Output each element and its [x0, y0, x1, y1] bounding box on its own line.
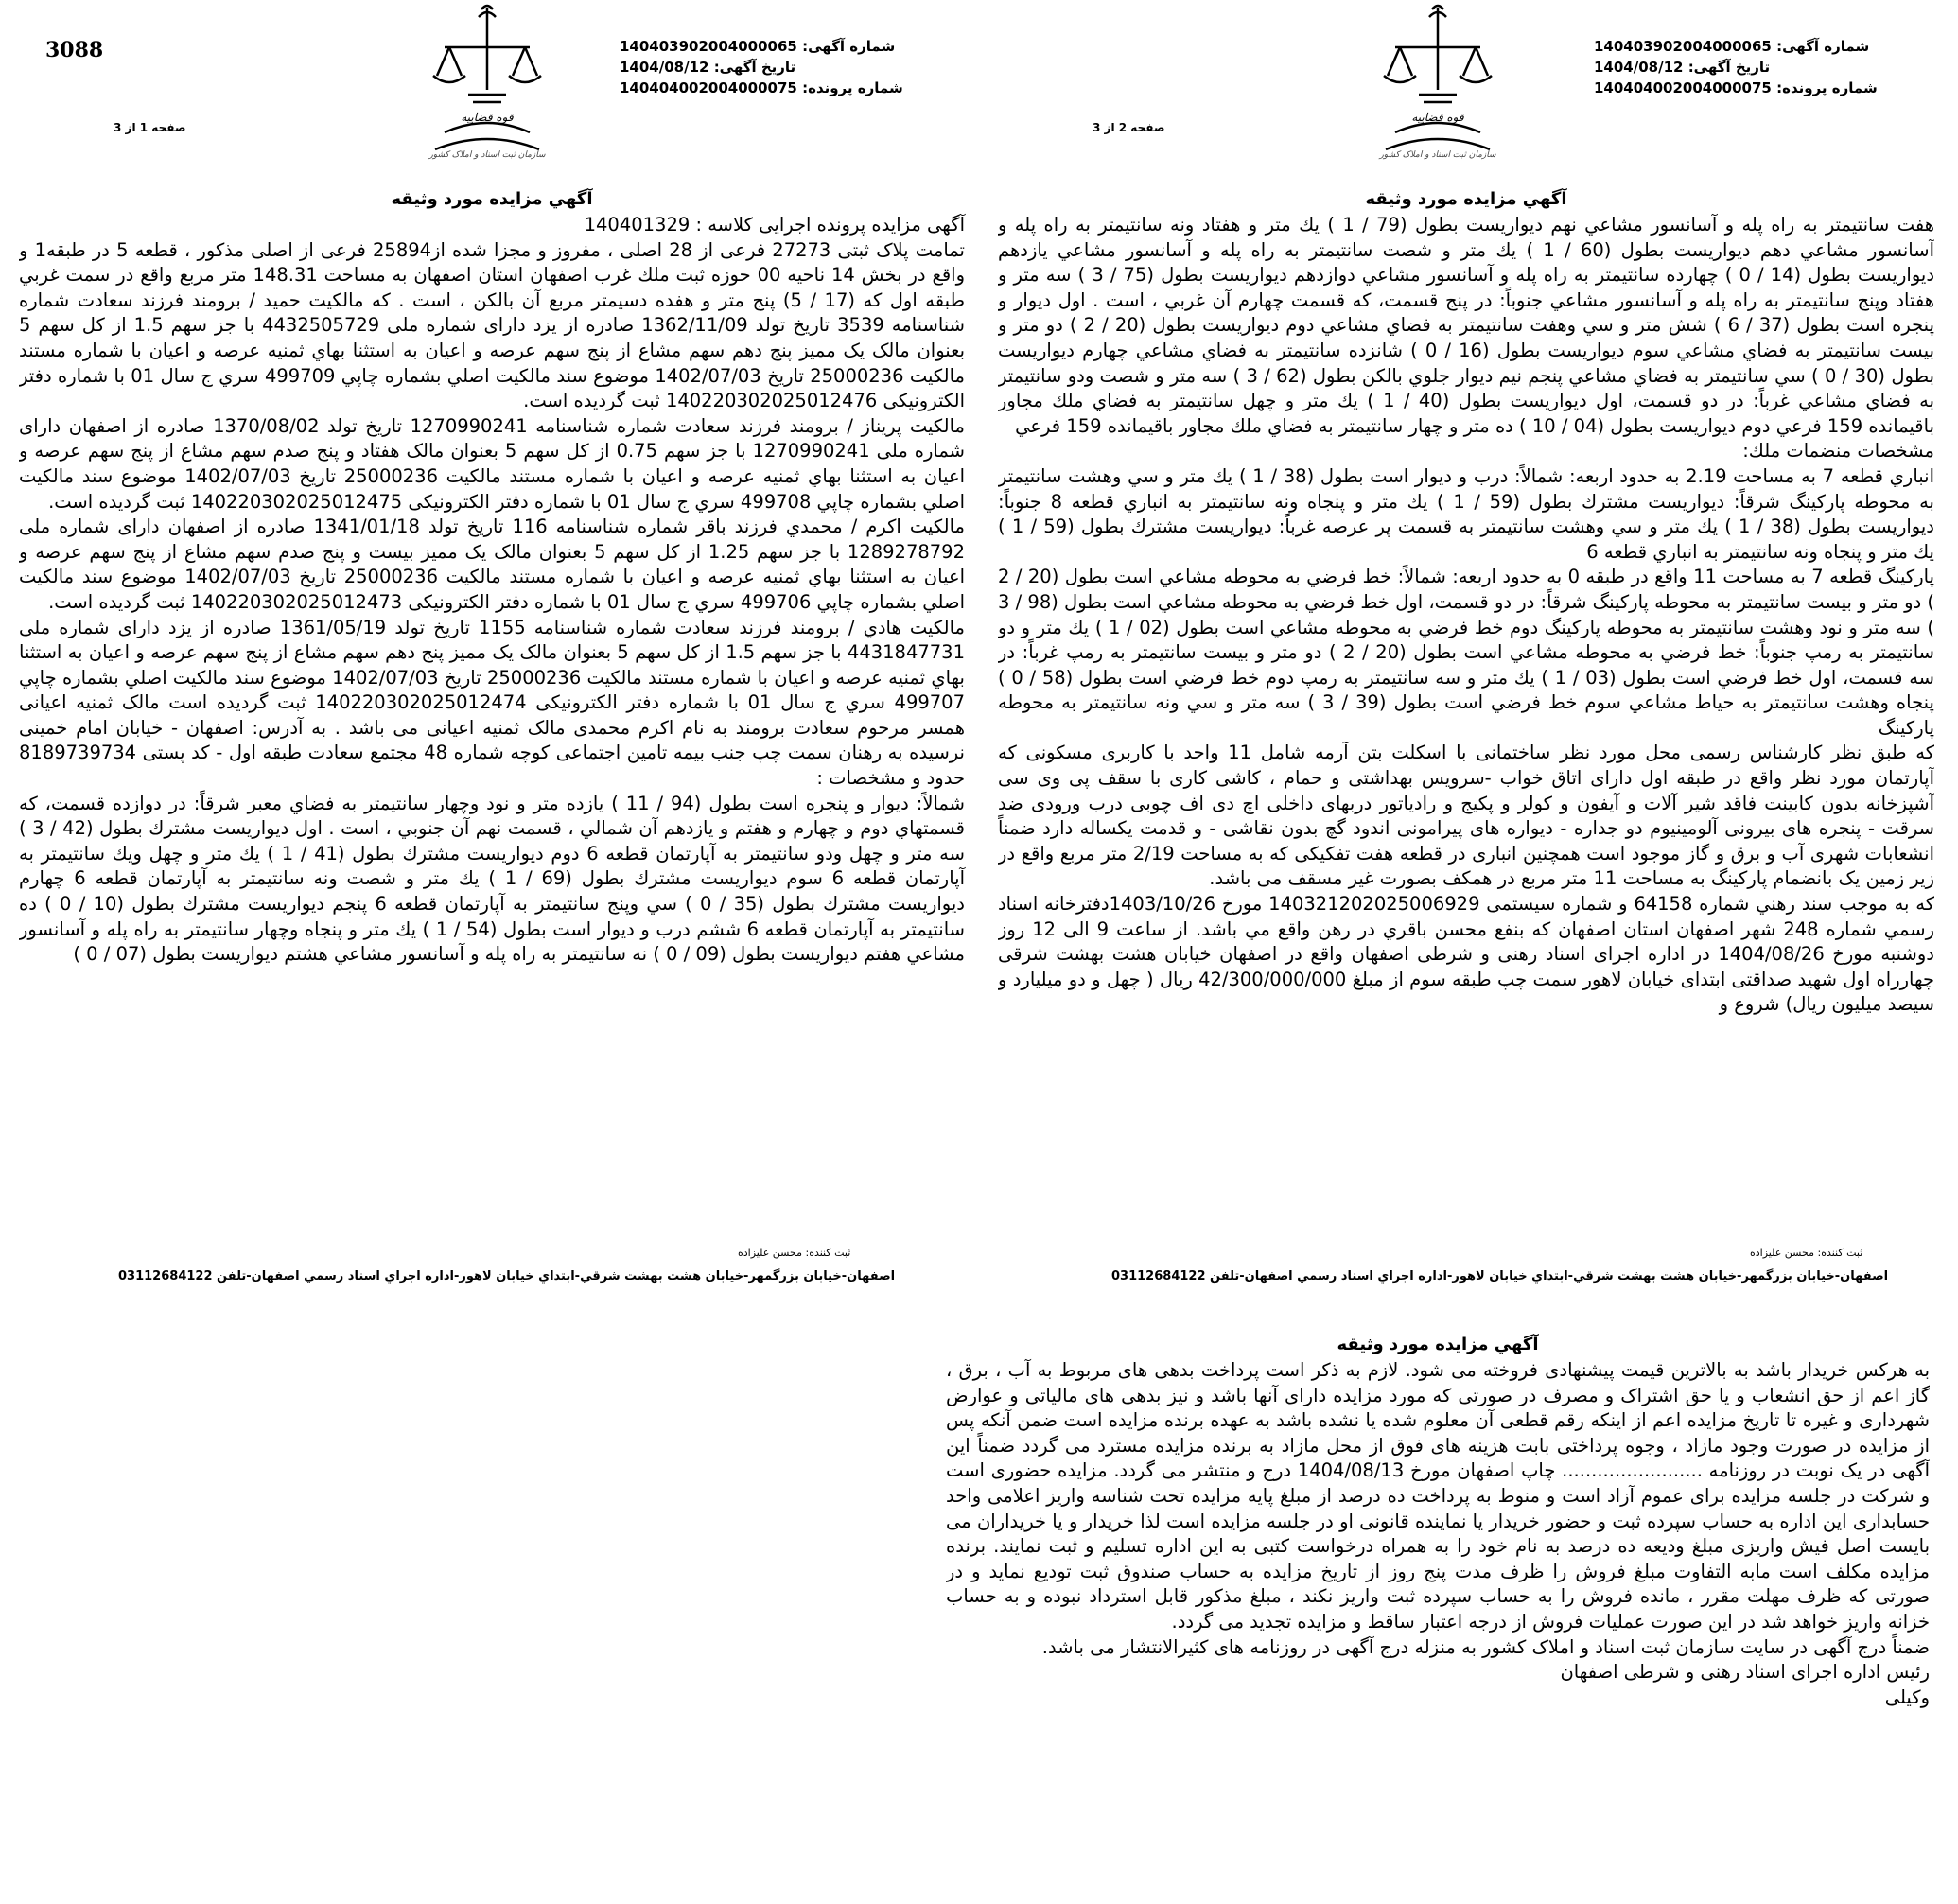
page-1: [19, 0, 984, 1291]
ad-number-line: شماره آگهی: 140403902004000065: [1594, 38, 1870, 55]
paragraph: پاركينگ قطعه 7 به مساحت 11 واقع در طبقه 0 به حدود اربعه: شمالاً: خط فرضي به محوطه مشاعي است بطول (20 / 2 ) دو متر و بيست سانتيمتر به محوطه پاركينگ شرقاً: در دو قسمت، اول خط فرضي به محوطه مشاعي است بطول (98 / 3 ) سه متر و نود وهشت سانتيمتر به محوطه پاركينگ دوم خط فرضي به محوطه مشاعي است بطول (02 / 1 ) يك متر و دو سانتيمتر به رمپ جنوباً: خط فرضي به محوطه مشاعي است بطول (20 / 2 ) دو متر و بيست سانتيمتر به رمپ غرباً: در سه قسمت، اول خط فرضي است بطول (03 / 1 ) يك متر و سه سانتيمتر به رمپ دوم خط فرضي است بطول (58 / 0 ) پنجاه وهشت سانتيمتر به حياط مشاعي سوم خط فرضي است بطول (39 / 3 ) سه متر و سي ونه سانتيمتر به محوطه پاركينگ: [998, 566, 1934, 739]
page-header: [998, 0, 1934, 189]
svg-text:سازمان ثبت اسناد و املاک کشور: سازمان ثبت اسناد و املاک کشور: [428, 150, 546, 160]
paragraph: مالكيت پريناز / برومند فرزند سعادت شماره شناسنامه 1270990241 تاريخ تولد 1370/08/02 صادره از اصفهان دارای شماره ملی 1270990241 با جز سهم 0.75 از کل سهم 5 بعنوان مالک هفتاد و پنج صدم سهم مشاع از پنج سهم عرصه و اعيان به استثنا بهاي ثمنيه عرصه و اعيان با شماره مستند مالكيت 25000236 تاريخ 1402/07/03 موضوع سند مالكيت اصلي بشماره چاپي 499708 سري ج سال 01 با شماره دفتر الكترونيكی 140220302025012475 ثبت گرديده است.: [19, 414, 965, 513]
paragraph: که طبق نظر کارشناس رسمی محل مورد نظر ساختمانی با اسکلت بتن آرمه شامل 11 واحد با کاربری مسکونی که آپارتمان مورد نظر واقع در طبقه اول دارای اتاق خواب -سرویس بهداشتی و حمام ، کاشی کاری با سقف پی وی سی آشپزخانه بدون کابینت فاقد شیر آلات و آیفون و کولر و پکیج و رادیاتور دربهای داخلی اچ دی اف چوبی درب ورودی ضد سرقت - پنجره های بیرونی آلومینیوم دو جداره - دیواره های پیرامونی اندود گچ بدون نقاشی - و قدمت یکساله دارد ضمناً انشعابات شهری آب و برق و گاز موجود است همچنین انباری در قطعه هفت تفکیکی که به مساحت 2/19 متر مربع واقع در زیر زمین یک بانضمام پارکینگ به مساحت 11 متر مربع در همکف بصورت غیر مسقف می باشد.: [998, 742, 1934, 890]
signer: ثبت کننده: محسن علیزاده: [1750, 1247, 1863, 1259]
judiciary-emblem-icon: [1367, 0, 1509, 161]
page-2: [998, 0, 1934, 1291]
paragraph: مشخصات منضمات ملك:: [1742, 440, 1934, 463]
paragraph: آگهی مزايده پرونده اجرايی كلاسه : 140401329: [584, 214, 965, 236]
page-header: [19, 0, 984, 189]
paragraph: انباري قطعه 7 به مساحت 2.19 به حدود اربعه: شمالاً: درب و ديوار است بطول (38 / 1 ) يك متر و سي وهشت سانتيمتر به محوطه پاركينگ شرقاً: ديواريست مشترك بطول (59 / 1 ) يك متر و پنجاه ونه سانتيمتر به انباري قطعه 8 جنوباً: ديواريست بطول (38 / 1 ) يك متر و سي وهشت سانتيمتر به قسمت پر عرصه غرباً: ديواريست مشترك بطول (59 / 1 ) يك متر و پنجاه ونه سانتيمتر به انباري قطعه 6: [998, 464, 1934, 563]
file-number-line: شماره پرونده: 140404002004000075: [1594, 79, 1878, 96]
paragraph: ضمناً درج آگهی در سايت سازمان ثبت اسناد و املاک کشور به منزله درج آگهی در روزنامه های کثيرالانتشار می باشد.: [1041, 1635, 1930, 1658]
page-number: صفحه 1 از 3: [114, 121, 186, 134]
signer: ثبت کننده: محسن علیزاده: [738, 1247, 851, 1259]
svg-text:قوه قضاییه: قوه قضاییه: [461, 111, 514, 124]
paragraph: به هرکس خريدار باشد به بالاترين قيمت پيشنهادی فروخته می شود. لازم به ذکر است پرداخت بدهی های مربوط به آب ، برق ، گاز اعم از حق انشعاب و يا حق اشتراک و مصرف در صورتی که مورد مزايده دارای آنها باشد و نيز بدهی های مالياتی و عوارض شهرداری و غيره تا تاريخ مزايده اعم از اينکه رقم قطعی آن معلوم شده يا نشده باشد به عهده برنده مزايده است ضمن آنکه پس از مزايده در صورت وجود مازاد ، وجوه پرداختی بابت هزينه های فوق از محل مازاد به برنده مزايده مسترد می گردد ضمناً اين آگهی در يک نوبت در روزنامه ........................ چاپ اصفهان مورخ 1404/08/13 درج و منتشر می گردد. مزايده حضوری است و شرکت در جلسه مزايده برای عموم آزاد است و منوط به پرداخت ده درصد از مبلغ پايه مزايده تحت شناسه واريز اعلامی واحد حسابداری اين اداره به حساب سپرده ثبت و حضور خريدار يا نماينده قانونی او در جلسه مزايده است لذا خريدار و يا خريداران می بايست اصل فيش واريزی مبلغ وديعه ده درصد به نام خود را به همراه درخواست کتبی به اين اداره تسليم و ثبت نمايند. برنده مزايده مکلف است مابه التفاوت مبلغ فروش را ظرف مدت پنج روز از تاريخ مزايده به حساب صندوق ثبت توديع نمايد و در صورتی که ظرف مهلت مقرر ، مانده فروش را به حساب سپرده ثبت واريز نکند ، مبلغ مذکور قابل استرداد نبوده و به حساب خزانه واريز خواهد شد در اين صورت عمليات فروش از درجه اعتبار ساقط و مزايده تجديد می گردد.: [946, 1359, 1930, 1633]
notice-body: [946, 1358, 1930, 1710]
svg-text:سازمان ثبت اسناد و املاک کشور: سازمان ثبت اسناد و املاک کشور: [1379, 150, 1496, 160]
paragraph: مالكيت اكرم / محمدي فرزند باقر شماره شناسنامه 116 تاريخ تولد 1341/01/18 صادره از اصفهان دارای شماره ملی 1289278792 با جز سهم 1.25 از کل سهم 5 بعنوان مالک یک ممیز بیست و پنج صدم سهم مشاع از پنج سهم عرصه و اعيان به استثنا بهاي ثمنيه عرصه و اعيان با شماره مستند مالكيت 25000236 تاريخ 1402/07/03 موضوع سند مالكيت اصلي بشماره چاپي 499706 سري ج سال 01 با شماره دفتر الكترونيكی 140220302025012473 ثبت گرديده است.: [19, 515, 965, 613]
notice-title: آگهي مزايده مورد وثيقه: [1365, 189, 1567, 209]
svg-text:قوه قضاییه: قوه قضاییه: [1411, 111, 1464, 124]
page-number: صفحه 2 از 3: [1093, 121, 1165, 134]
notice-body: [19, 213, 965, 968]
page-3: [946, 1329, 1930, 1896]
ad-date-line: تاریخ آگهی: 1404/08/12: [1594, 59, 1771, 76]
footer-address: اصفهان-خیابان بزرگمهر-خیابان هشت بهشت شرقي-ابتداي خیابان لاهور-اداره اجراي اسناد رسمي اصفهان-تلفن 03112684122: [118, 1269, 896, 1284]
notice-title: آگهي مزايده مورد وثيقه: [1337, 1335, 1539, 1354]
signature-title: رئيس اداره اجرای اسناد رهنی و شرطی اصفهان: [1560, 1661, 1930, 1684]
paragraph: كه به موجب سند رهني شماره 64158 و شماره سيستمی 140321202025006929 مورخ 1403/10/26دفترخانه اسناد رسمي شماره 248 شهر اصفهان استان اصفهان كه بنفع محسن باقري در رهن واقع مي باشد. از ساعت 9 الی 12 روز دوشنبه مورخ 1404/08/26 در اداره اجرای اسناد رهنی و شرطی اصفهان واقع در اصفهان خیابان هشت بهشت شرقی چهارراه اول شهید صداقتی ابتدای خیابان لاهور سمت چپ طبقه سوم از مبلغ 42/300/000/000 ريال ( چهل و دو ميليارد و سيصد ميليون ريال) شروع و: [998, 893, 1934, 1016]
ad-meta: [1594, 36, 1897, 98]
notice-title: آگهي مزايده مورد وثيقه: [391, 189, 593, 209]
ad-number-label: 3088: [45, 38, 104, 62]
judiciary-emblem-icon: [416, 0, 558, 161]
paragraph: تمامت پلاک ثبتی 27273 فرعی از 28 اصلی ، مفروز و مجزا شده از25894 فرعی از اصلی مذکور ، قطعه 5 در طبقه1 و واقع در بخش 14 ناحيه 00 حوزه ثبت ملك غرب اصفهان استان اصفهان به مساحت 148.31 متر مربع واقع در سمت غربي طبقه اول كه (17 / 5) پنج متر و هفده دسيمتر مربع آن بالكن ، است . كه مالكيت حميد / برومند فرزند سعادت شماره شناسنامه 3539 تاريخ تولد 1362/11/09 صادره از يزد دارای شماره ملی 4432505729 با جز سهم 1.5 از کل سهم 5 بعنوان مالک یک ممیز پنج دهم سهم مشاع از پنج سهم عرصه و اعيان به استثنا بهاي ثمنيه عرصه و اعيان با شماره مستند مالكيت 25000236 تاريخ 1402/07/03 موضوع سند مالكيت اصلي بشماره چاپي 499709 سري ج سال 01 با شماره دفتر الكترونيكی 140220302025012476 ثبت گرديده است.: [19, 238, 966, 412]
ad-meta: [620, 36, 922, 98]
paragraph: مالكيت هادي / برومند فرزند سعادت شماره شناسنامه 1155 تاريخ تولد 1361/05/19 صادره از يزد دارای شماره ملی 4431847731 با جز سهم 1.5 از کل سهم 5 بعنوان مالک یک ممیز پنج دهم سهم مشاع از پنج سهم عرصه و اعيان به استثنا بهاي ثمنيه عرصه و اعيان با شماره مستند مالكيت 25000236 تاريخ 1402/07/03 موضوع سند مالكيت اصلي بشماره چاپي 499707 سري ج سال 01 با شماره دفتر الكترونيكی 140220302025012474 ثبت گرديده است مالک ثمنیه اعیانی همسر مرحوم سعادت برومند به نام اکرم محمدی مالک ثمنیه اعیانی می باشد . به آدرس: اصفهان - خیابان امام خمینی نرسیده به رهنان سمت چپ جنب بیمه تامین اجتماعی کوچه شماره 48 مجتمع سعادت طبقه اول - کد پستی 8189739734 حدود و مشخصات :: [19, 616, 965, 790]
file-number-line: شماره پرونده: 140404002004000075: [620, 79, 903, 96]
paragraph: شمالاً: ديوار و پنجره است بطول (94 / 11 ) يازده متر و نود وچهار سانتيمتر به فضاي معبر شرقاً: در دوازده قسمت، كه قسمتهاي دوم و چهارم و هفتم و يازدهم آن شمالي ، قسمت نهم آن جنوبي ، است . اول ديواريست مشترك بطول (42 / 3 ) سه متر و چهل ودو سانتيمتر به آپارتمان قطعه 6 دوم ديواريست مشترك بطول (41 / 1 ) يك متر و چهل ويك سانتيمتر به آپارتمان قطعه 6 سوم ديواريست مشترك بطول (69 / 1 ) يك متر و شصت ونه سانتيمتر به آپارتمان قطعه 6 چهارم ديواريست مشترك بطول (35 / 0 ) سي وپنج سانتيمتر به آپارتمان قطعه 6 پنجم ديواريست مشترك بطول (10 / 0 ) ده سانتيمتر به آپارتمان قطعه 6 ششم درب و ديوار است بطول (54 / 1 ) يك متر و پنجاه وچهار سانتيمتر به راه پله و آسانسور مشاعي هفتم ديواريست بطول (09 / 0 ) نه سانتيمتر به راه پله و آسانسور مشاعي هشتم ديواريست بطول (07 / 0 ): [19, 792, 965, 966]
footer-address: اصفهان-خیابان بزرگمهر-خیابان هشت بهشت شرقي-ابتداي خیابان لاهور-اداره اجراي اسناد رسمي اصفهان-تلفن 03112684122: [1111, 1269, 1889, 1284]
ad-number-line: شماره آگهی: 140403902004000065: [620, 38, 896, 55]
ad-date-line: تاریخ آگهی: 1404/08/12: [620, 59, 796, 76]
paragraph: هفت سانتيمتر به راه پله و آسانسور مشاعي نهم ديواريست بطول (79 / 1 ) يك متر و هفتاد ونه سانتيمتر به راه پله و آسانسور مشاعي دهم ديواريست بطول (60 / 1 ) يك متر و شصت سانتيمتر به راه پله و آسانسور مشاعي يازدهم ديواريست بطول (14 / 0 ) چهارده سانتيمتر به راه پله و آسانسور مشاعي دوازدهم ديواريست بطول (75 / 3 ) سه متر و هفتاد وپنج سانتيمتر به راه پله و آسانسور مشاعي جنوباً: در پنج قسمت، كه قسمت چهارم آن غربي ، است . اول ديوار و پنجره است بطول (37 / 6 ) شش متر و سي وهفت سانتيمتر به فضاي مشاعي دوم ديواريست بطول (20 / 2 ) دو متر و بيست سانتيمتر به فضاي مشاعي سوم ديواريست بطول (16 / 0 ) شانزده سانتيمتر به فضاي مشاعي چهارم ديواريست بطول (30 / 0 ) سي سانتيمتر به فضاي مشاعي پنجم نيم ديوار جلوي بالكن بطول (62 / 3 ) سه متر و شصت ودو سانتيمتر به فضاي مشاعي غرباً: در دو قسمت، اول ديواريست بطول (40 / 1 ) يك متر و چهل سانتيمتر به فضاي ملك مجاور باقيمانده 159 فرعي دوم ديواريست بطول (04 / 10 ) ده متر و چهار سانتيمتر به فضاي ملك مجاور باقيمانده 159 فرعي: [998, 214, 1934, 437]
signature-name: وکيلی: [1884, 1686, 1930, 1708]
notice-body: [998, 213, 1934, 1018]
